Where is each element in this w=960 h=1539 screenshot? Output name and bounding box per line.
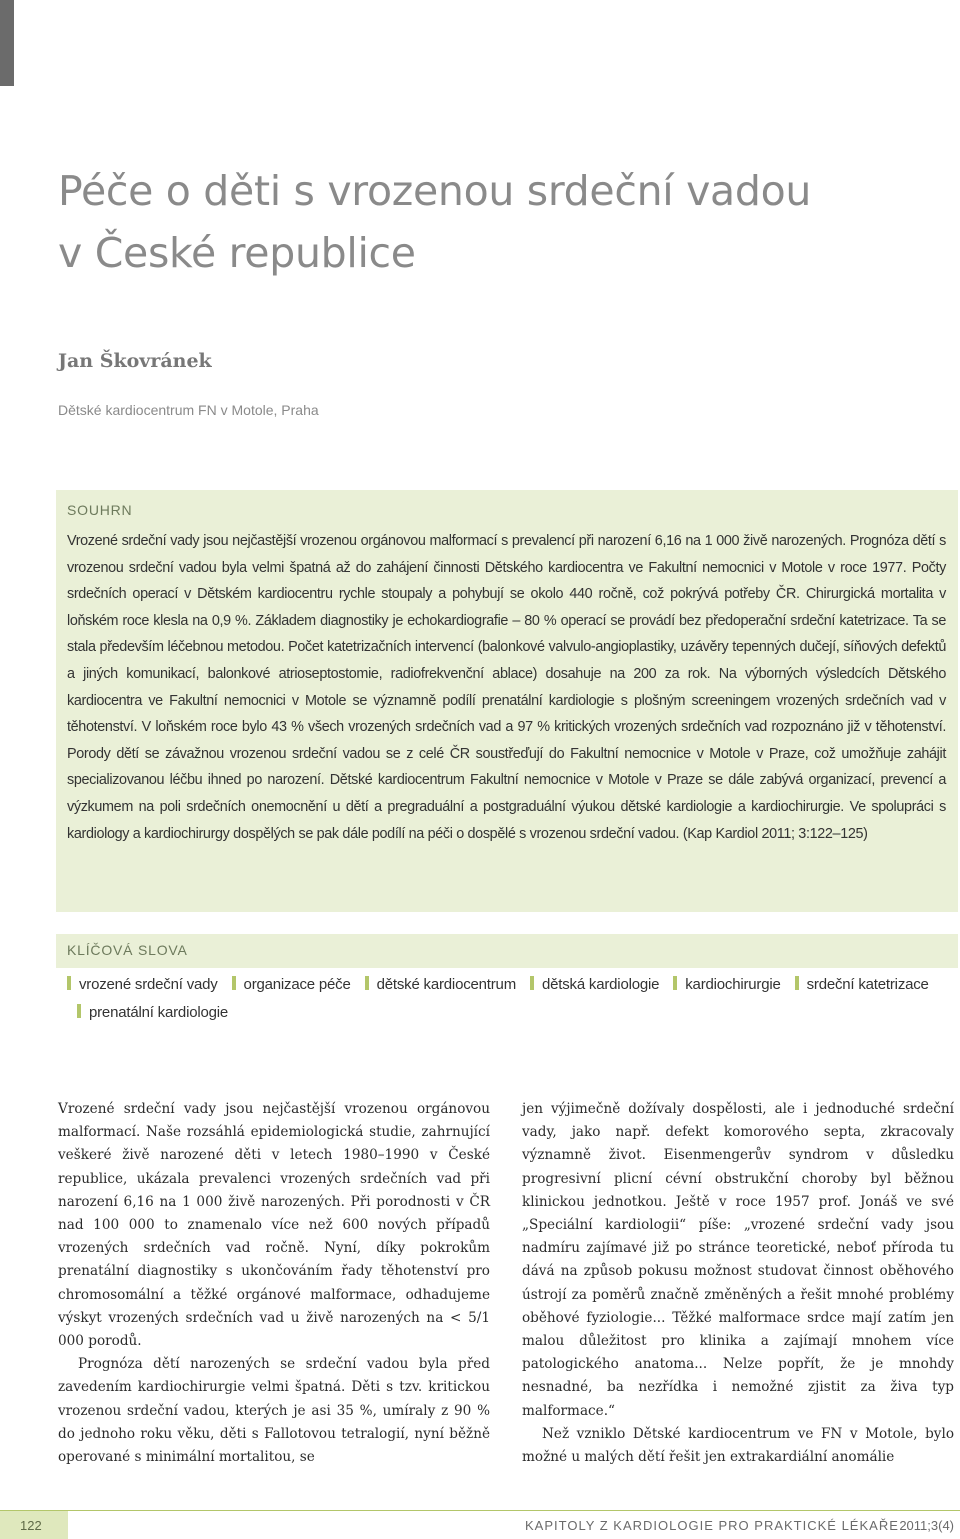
summary-text: Vrozené srdeční vady jsou nejčastější vrozenou orgánovou malformací s prevalencí při narození 6,16 na 1 000 živě narozených. Prognóza dětí s vrozenou srdeční vadou byla velmi špatná až do zahájení činnosti Dětského kardiocentra ve Fakultní nemocnici v Motole v roce 1977. Počty srdečních operací v Dětském kardiocentru rychle stoupaly a pohybují se okolo 440 ročně, což pokrývá potřeby ČR. Chirurgická mortalita v loňském roce klesla na 0,9 %. Základem diagnostiky je echokardiografie – 80 % operací se provádí bez předoperační srdeční katetrizace. Ta se stala především léčebnou metodou. Počet katetrizačních intervencí (balonkové valvulo-angioplastiky, uzávěry tepenných dučejí, síňových defektů a jiných komunikací, balonkové atrioseptostomie, radiofrekvenční ablace) dosahuje na 200 za rok. Na výborných výsledcích Dětského kardiocentra ve Fakultní nemocnici v Motole se významně podílí prenatální kardiologie s plošným screeningem vrozených srdečních vad v těhotenství. V loňském roce bylo 43 % všech vrozených srdečních vad a 97 % kritických vrozených srdečních vad rozpoznáno již v těhotenství. Porody dětí se závažnou vrozenou srdeční vadou se z celé ČR soustřeďují do Fakultní nemocnice v Motole v Praze, což umožňuje zahájit specializovanou léčbu ihned po narození. Dětské kardiocentrum Fakultní nemocnice v Motole v Praze se dále zabývá organizací, prevencí a výzkumem na poli srdečních onemocnění u dětí a pregraduální a postgraduální výukou dětské kardiologie a kardiochirurgie. Ve spolupráci s kardiology a kardiochirurgy dospělých se pak dále podílí na péči o dospělé s vrozenou srdeční vadou. (Kap Kardiol 2011; 3:122–125) <box>67 533 946 842</box>
keywords-list <box>67 971 955 1027</box>
keyword-separator <box>365 976 369 990</box>
keyword-separator <box>77 1004 81 1018</box>
article-title <box>58 160 938 284</box>
author-name: Jan Škovránek <box>58 350 212 372</box>
footer-divider <box>0 1510 960 1511</box>
body-paragraph: Než vzniklo Dětské kardiocentrum ve FN v Motole, bylo možné u malých dětí řešit jen extrakardiální anomálie <box>522 1425 954 1466</box>
keyword-item: srdeční katetrizace <box>785 976 929 993</box>
corner-marker-bar <box>0 0 14 86</box>
keyword-separator <box>795 976 799 990</box>
keyword-item: dětské kardiocentrum <box>355 976 516 993</box>
keyword-item: prenatální kardiologie <box>67 1004 228 1021</box>
keyword-separator <box>530 976 534 990</box>
page-number: 122 <box>0 1511 68 1539</box>
title-line-1: Péče o děti s vrozenou srdeční vadou <box>58 167 812 215</box>
keyword-separator <box>232 976 236 990</box>
journal-issue: 2011;3(4) <box>899 1518 954 1533</box>
author-affiliation: Dětské kardiocentrum FN v Motole, Praha <box>58 402 319 418</box>
body-paragraph: jen výjimečně dožívaly dospělosti, ale i jednoduché srdeční vady, jako např. defekt komorového septa, zkracovaly významně život. Eisenmengerův syndrom v důsledku progresivní plicní cévní obstrukční choroby byl běžnou klinickou jednotkou. Ještě v roce 1957 prof. Jonáš ve své „Speciální kardiologii“ píše: „vrozené srdeční vady jsou nadmíru zajímavé již po stránce teoretické, neboť příroda tu dává na způsob pokusu možnost studovat činnost oběhového ústrojí za poměrů značně změněných a řešit mnohé problémy oběhové fyziologie... Těžké malformace srdce mají zatím jen malou důležitost pro klinika a zajímají mnohem více patologického anatoma... Nelze popřít, že je mnohdy nesnadné, ba nezřídka i nemožné zjistit za živa typ malformace.“ <box>522 1101 954 1419</box>
body-paragraph: Vrozené srdeční vady jsou nejčastější vrozenou orgánovou malformací. Naše rozsáhlá epidemiologická studie, zahrnující veškeré živě narozené děti v letech 1980–1990 v České republice, ukázala prevalenci vrozených srdečních vad při narození 6,16 na 1 000 živě narozených. Při porodnosti v ČR nad 100 000 to znamenalo více než 600 nových případů vrozených srdečních vad ročně. Nyní, díky pokrokům prenatální diagnostiky s ukončováním řady těhotenství pro chromosomální a těžké orgánové malformace, odhadujeme výskyt vrozených srdečních vad u živě narozených na < 5/1 000 porodů. <box>58 1101 490 1350</box>
keyword-item: organizace péče <box>222 976 351 993</box>
body-paragraph: Prognóza dětí narozených se srdeční vadou byla před zavedením kardiochirurgie velmi špatná. Děti s tzv. kritickou vrozenou srdeční vadou, kterých je asi 35 %, umíraly z 90 % do jednoho roku věku, děti s Fallotovou tetralogií, nyní běžně operované s minimální mortalitou, se <box>58 1356 490 1466</box>
summary-heading: SOUHRN <box>67 502 133 518</box>
summary-box <box>56 490 958 912</box>
keywords-heading: KLÍČOVÁ SLOVA <box>56 934 958 968</box>
keyword-item: kardiochirurgie <box>663 976 780 993</box>
keyword-item: dětská kardiologie <box>520 976 659 993</box>
title-line-2: v České republice <box>58 229 416 277</box>
body-column-right <box>522 1098 954 1469</box>
journal-name: KAPITOLY Z KARDIOLOGIE PRO PRAKTICKÉ LÉKAŘE <box>525 1518 899 1533</box>
keyword-separator <box>673 976 677 990</box>
keyword-item: vrozené srdeční vady <box>67 976 218 993</box>
keyword-separator <box>67 976 71 990</box>
body-column-left <box>58 1098 490 1469</box>
